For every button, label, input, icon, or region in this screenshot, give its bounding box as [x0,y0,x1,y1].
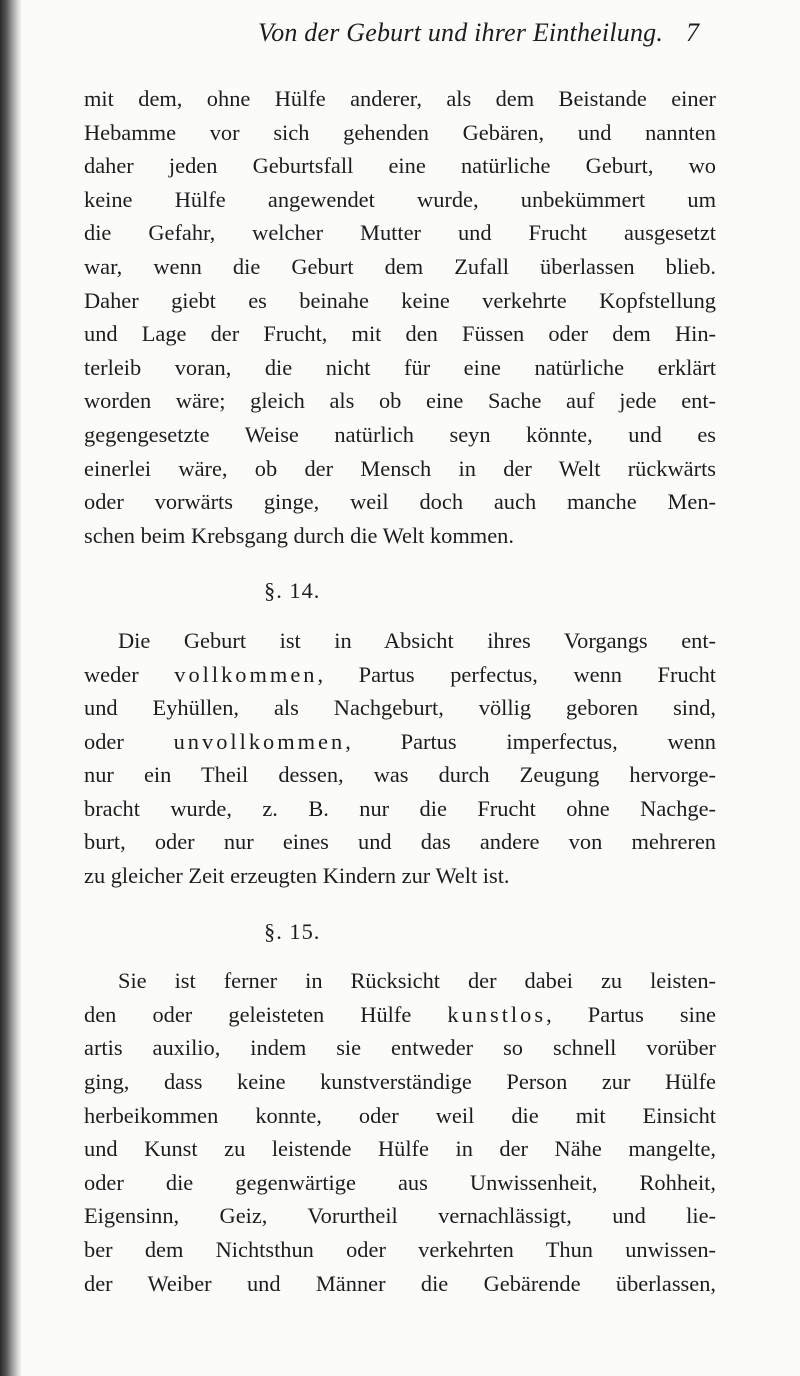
text-fragment: , Partus perfectus, wenn Frucht [317,661,716,687]
text-line: burt, oder nur eines und das andere von mehreren [84,829,716,855]
text-line: oder vorwärts ginge, weil doch auch manche Men- [84,489,716,515]
text-line: und Lage der Frucht, mit den Füssen oder dem Hin- [84,321,716,347]
running-header: Von der Geburt und ihrer Eintheilung. [258,18,664,47]
text-line: Sie ist ferner in Rücksicht der dabei zu leisten- [118,968,716,994]
text-line [84,998,716,1032]
text-line [84,658,716,692]
text-fragment: , Partus sine [546,1001,716,1027]
text-fragment: weder [84,661,175,687]
section-heading-14: §. 14. [264,578,321,604]
section-15-paragraph [84,964,716,1300]
text-line: einerlei wäre, ob der Mensch in der Welt rückwärts [84,455,716,481]
text-line: der Weiber und Männer die Gebärende überlassen, [84,1270,716,1296]
text-line: Hebamme vor sich gehenden Gebären, und nannten [84,119,716,145]
text-line: daher jeden Geburtsfall eine natürliche Geburt, wo [84,153,716,179]
text-line: und Kunst zu leistende Hülfe in der Nähe mangelte, [84,1136,716,1162]
text-line: ber dem Nichtsthun oder verkehrten Thun unwissen- [84,1237,716,1262]
emphasized-term: unvollkommen [173,728,346,754]
page-body [84,82,716,1300]
text-fragment: , Partus imperfectus, wenn [345,728,716,754]
text-line: die Gefahr, welcher Mutter und Frucht ausgesetzt [84,220,716,246]
text-line: mit dem, ohne Hülfe anderer, als dem Beistande einer [84,86,716,111]
text-line: war, wenn die Geburt dem Zufall überlassen blieb. [84,253,716,279]
text-fragment: den oder geleisteten Hülfe [84,1001,448,1027]
text-line: keine Hülfe angewendet wurde, unbekümmert um [84,186,716,212]
section-heading-15: §. 15. [264,918,321,944]
text-fragment: oder [84,728,174,754]
text-line: und Eyhüllen, als Nachgeburt, völlig geboren sind, [84,695,716,721]
text-line: ging, dass keine kunstverständige Person zur Hülfe [84,1069,716,1095]
paragraph-continuation [84,82,716,552]
text-line: schen beim Krebsgang durch die Welt kommen. [84,522,514,548]
text-line: zu gleicher Zeit erzeugten Kindern zur Welt ist. [84,863,510,889]
text-line: oder die gegenwärtige aus Unwissenheit, Rohheit, [84,1169,716,1195]
page-number: 7 [686,18,699,47]
text-line: Eigensinn, Geiz, Vorurtheil vernachlässigt, und lie- [84,1203,716,1229]
text-line: nur ein Theil dessen, was durch Zeugung hervorge- [84,762,716,788]
text-line: Daher giebt es beinahe keine verkehrte Kopfstellung [84,287,716,313]
text-line: terleib voran, die nicht für eine natürliche erklärt [84,354,716,380]
emphasized-term: vollkommen [174,661,318,687]
emphasized-term: kunstlos [447,1001,547,1027]
text-line: bracht wurde, z. B. nur die Frucht ohne Nachge- [84,795,716,821]
text-line: worden wäre; gleich als ob eine Sache auf jede ent- [84,388,716,414]
text-line [84,725,716,759]
text-line: artis auxilio, indem sie entweder so schnell vorüber [84,1035,716,1061]
text-line: gegengesetzte Weise natürlich seyn könnte, und es [84,421,716,447]
text-line: herbeikommen konnte, oder weil die mit Einsicht [84,1102,716,1128]
page-binding-edge [0,0,22,1376]
text-line: Die Geburt ist in Absicht ihres Vorgangs ent- [118,627,716,653]
section-14-paragraph [84,624,716,893]
